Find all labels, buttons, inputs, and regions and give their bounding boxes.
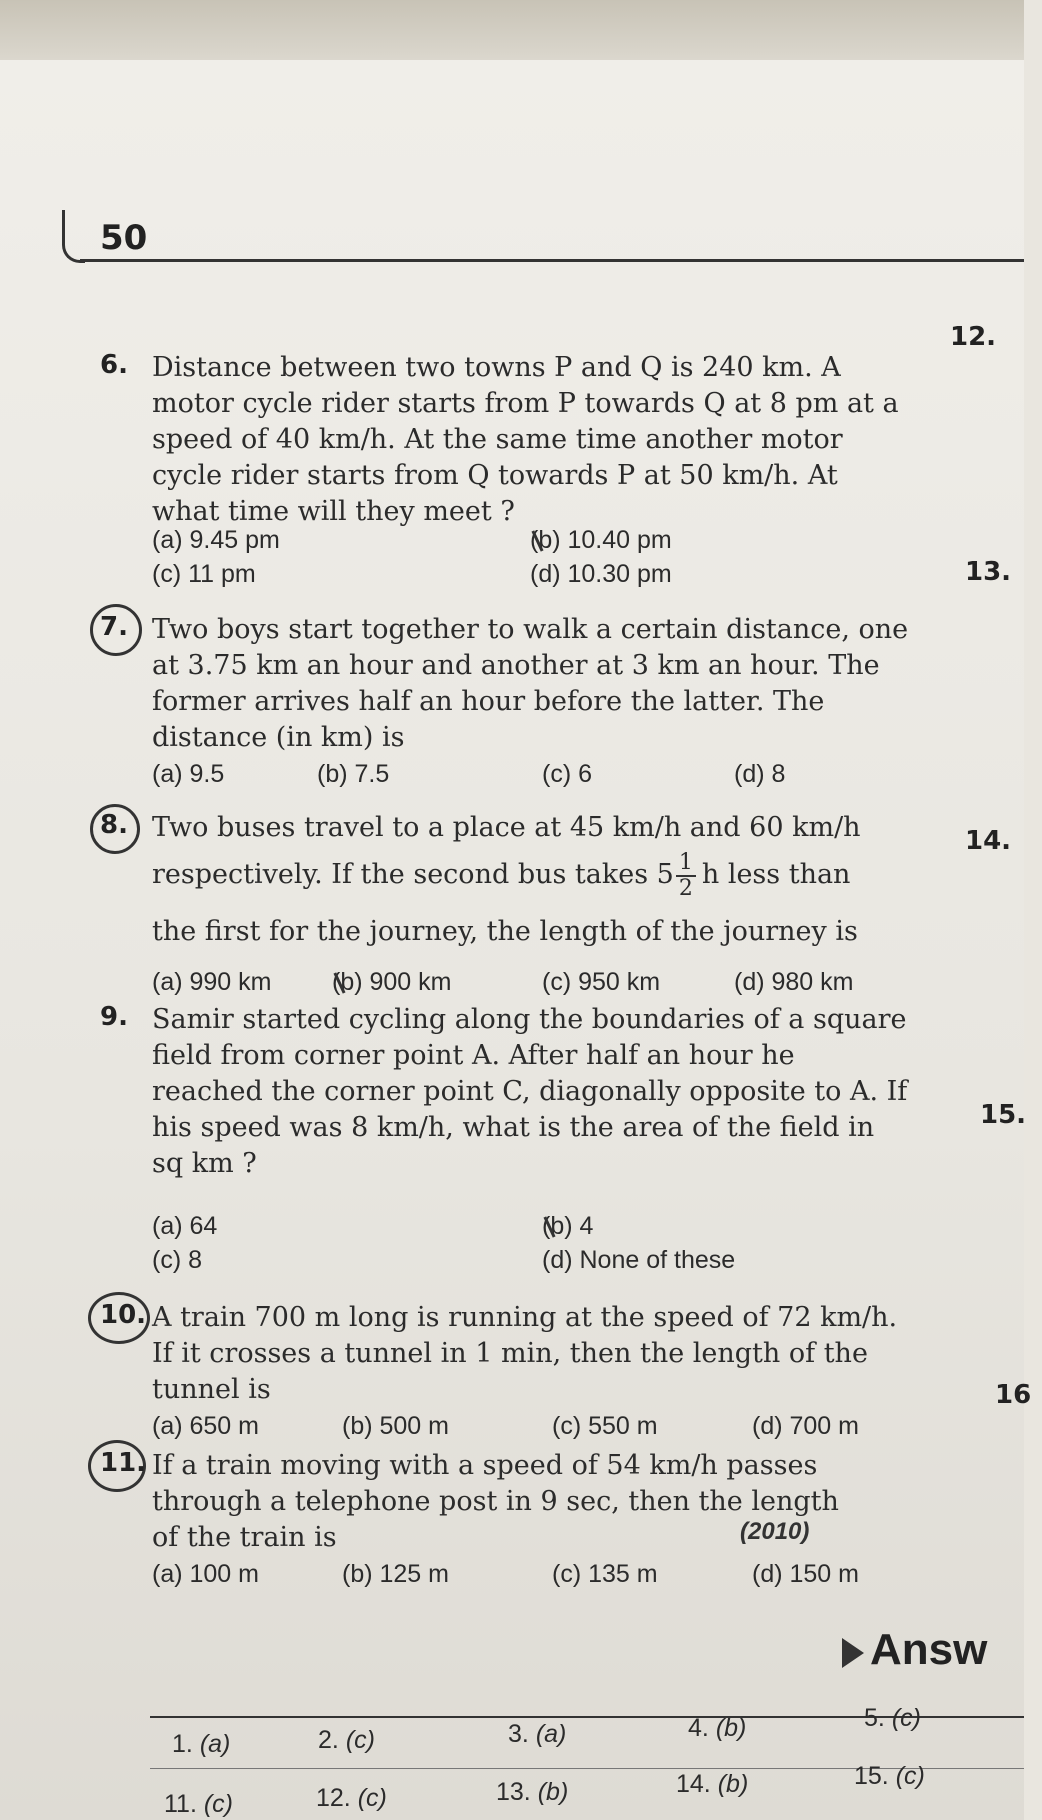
options-row-2 <box>152 1246 912 1278</box>
question-number: 6. <box>100 350 128 380</box>
option-d: (d) 8 <box>734 760 786 788</box>
options-row-1 <box>152 526 912 558</box>
option-b: (b) 125 m <box>342 1560 449 1588</box>
page-number: 50 <box>100 218 148 258</box>
answer-cell: 1. (a) <box>172 1730 231 1758</box>
answer-cell: 11. (c) <box>164 1790 234 1818</box>
page-header <box>62 210 1042 270</box>
options-row-1 <box>152 1212 912 1244</box>
question-number: 8. <box>100 810 128 840</box>
question-text: Distance between two towns P and Q is 240 km. A motor cycle rider starts from P towards Q at 8 pm at a speed of 40 km/h. At the same time another motor cycle rider starts from Q towards P at 50 km/h. At what time will they meet ? <box>152 352 899 527</box>
option-d: (d) 700 m <box>752 1412 859 1440</box>
options-row-2 <box>152 560 912 592</box>
option-a: (a) 650 m <box>152 1412 259 1440</box>
option-a: (a) 990 km <box>152 968 272 996</box>
option-a: (a) 100 m <box>152 1560 259 1588</box>
header-rule <box>80 259 1024 262</box>
question-text-line-3: the first for the journey, the length of the journey is <box>152 916 858 947</box>
option-a: (a) 64 <box>152 1212 218 1240</box>
question-text: Samir started cycling along the boundaries of a square field from corner point A. After half an hour he reached the corner point C, diagonally opposite to A. If his speed was 8 km/h, what is the area of the field in sq km ? <box>152 1004 908 1179</box>
option-d: (d) None of these <box>542 1246 736 1274</box>
option-c: (c) 8 <box>152 1246 202 1274</box>
option-b: (b) 4 <box>542 1212 594 1240</box>
answers-arrow-icon <box>842 1638 864 1668</box>
answer-cell: 4. (b) <box>688 1714 747 1742</box>
question-text: A train 700 m long is running at the speed of 72 km/h. If it crosses a tunnel in 1 min, then the length of the tunnel is <box>152 1302 898 1405</box>
mixed-fraction <box>676 851 696 901</box>
options-row <box>152 968 912 1000</box>
option-c: (c) 11 pm <box>152 560 256 588</box>
question-text <box>152 810 912 947</box>
answer-cell: 12. (c) <box>316 1784 387 1812</box>
option-a: (a) 9.5 <box>152 760 225 788</box>
question-text-line-1: Two buses travel to a place at 45 km/h and 60 km/h <box>152 812 861 843</box>
option-d: (d) 980 km <box>734 968 854 996</box>
option-c: (c) 950 km <box>542 968 661 996</box>
option-d: (d) 10.30 pm <box>530 560 672 588</box>
question-number: 9. <box>100 1002 128 1032</box>
option-b: (b) 7.5 <box>317 760 390 788</box>
options-row <box>152 1560 912 1592</box>
answers-heading: Answ <box>870 1625 988 1674</box>
option-b: (b) 900 km <box>332 968 452 996</box>
answer-cell: 3. (a) <box>508 1720 567 1748</box>
question-number: 10. <box>100 1300 147 1330</box>
option-d: (d) 150 m <box>752 1560 859 1588</box>
question-text-line-2 <box>152 846 912 904</box>
page-number-bracket <box>62 210 85 263</box>
question-text: Two boys start together to walk a certain distance, one at 3.75 km an hour and another at 3 km an hour. The former arrives half an hour before the latter. The distance (in km) is <box>152 614 909 753</box>
question-number: 7. <box>100 612 128 642</box>
option-b: (b) 500 m <box>342 1412 449 1440</box>
question-number: 11. <box>100 1448 147 1478</box>
question-text-post: h less than <box>701 859 851 890</box>
answer-cell: 14. (b) <box>676 1770 749 1798</box>
exam-year: (2010) <box>740 1518 810 1545</box>
answer-cell: 2. (c) <box>318 1726 375 1754</box>
side-number-12: 12. <box>950 322 997 352</box>
answer-cell: 5. (c) <box>864 1704 921 1732</box>
fraction-numerator: 1 <box>676 851 696 877</box>
option-c: (c) 550 m <box>552 1412 658 1440</box>
option-c: (c) 6 <box>542 760 592 788</box>
side-number-15: 15. <box>980 1100 1027 1130</box>
answer-cell: 13. (b) <box>496 1778 569 1806</box>
question-text-pre: respectively. If the second bus takes 5 <box>152 859 674 890</box>
answer-cell: 15. (c) <box>854 1762 925 1790</box>
option-a: (a) 9.45 pm <box>152 526 280 554</box>
side-number-14: 14. <box>965 826 1012 856</box>
options-row <box>152 760 912 792</box>
fraction-denominator: 2 <box>678 875 693 901</box>
options-row <box>152 1412 912 1444</box>
side-number-16: 16 <box>995 1380 1032 1410</box>
option-c: (c) 135 m <box>552 1560 658 1588</box>
side-number-13: 13. <box>965 557 1012 587</box>
question-text: If a train moving with a speed of 54 km/h passes through a telephone post in 9 sec, then the length of the train is <box>152 1450 839 1553</box>
option-b: (b) 10.40 pm <box>530 526 672 554</box>
